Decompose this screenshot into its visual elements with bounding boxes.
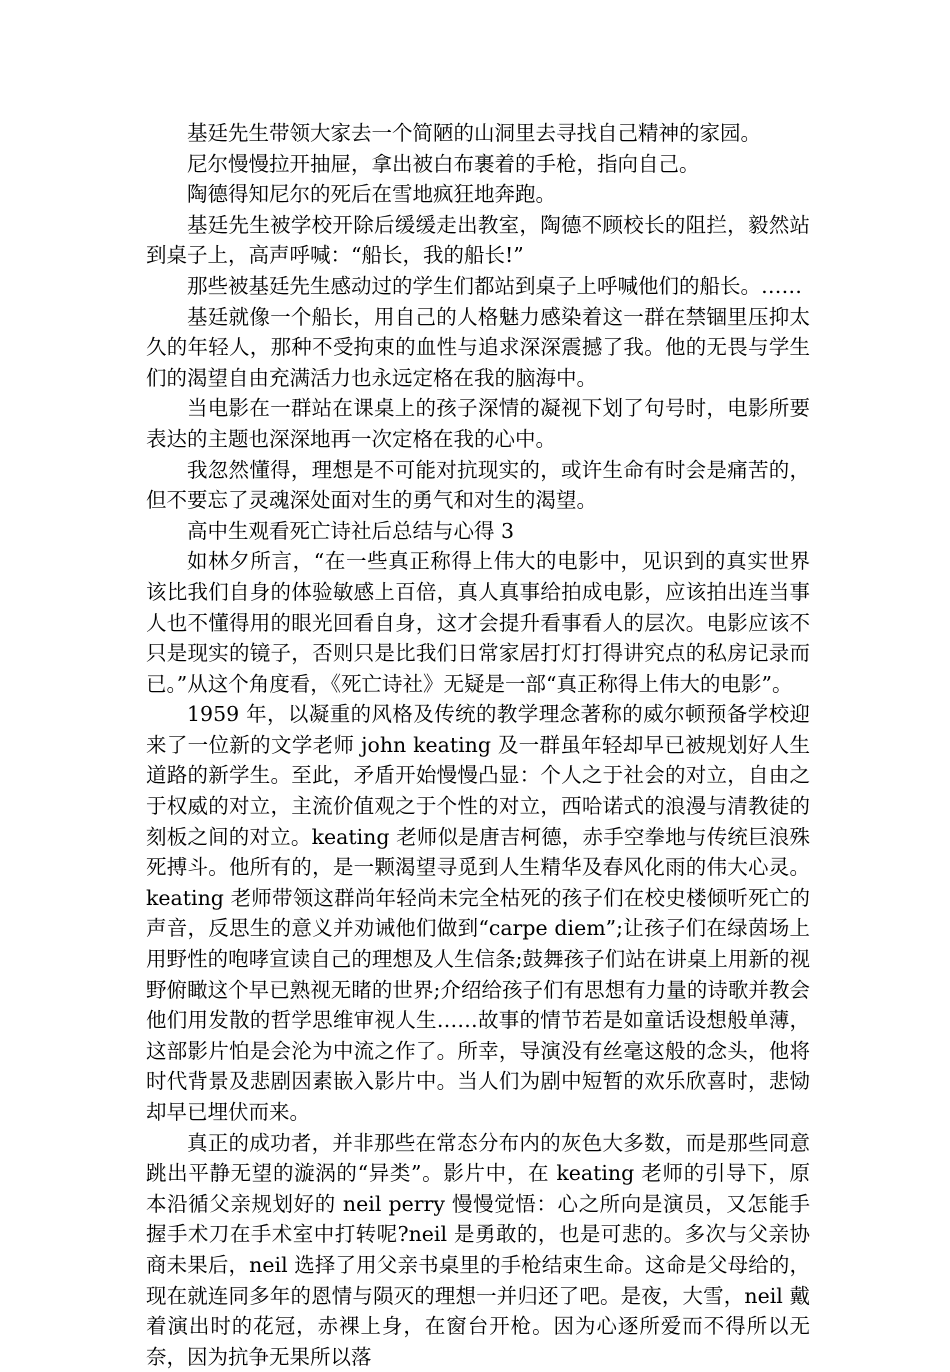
paragraph-film-ending: 当电影在一群站在课桌上的孩子深情的凝视下划了句号时，电影所要表达的主题也深深地再一次定格在我的心中。 xyxy=(146,396,810,451)
section-heading: 高中生观看死亡诗社后总结与心得 3 xyxy=(187,518,515,543)
paragraph-neil-drawer: 尼尔慢慢拉开抽屉，拿出被白布裹着的手枪，指向自己。 xyxy=(187,151,700,176)
paragraph-lin-xi-quote: 如林夕所言，“在一些真正称得上伟大的电影中，见识到的真实世界该比我们自身的体验敏感上百倍，真人真事给拍成电影，应该拍出连当事人也不懂得用的眼光回看自身，这才会提升看事看人的层次。电影应该不只是现实的镜子，否则只是比我们日常家居打灯打得讲究点的私房记录而已。”从这个角度看，《死亡诗社》无疑是一部“真正称得上伟大的电影”。 xyxy=(146,549,810,696)
paragraph-students-desks: 那些被基廷先生感动过的学生们都站到桌子上呼喊他们的船长。…… xyxy=(187,273,802,298)
paragraph-1959: 1959 年，以凝重的风格及传统的教学理念著称的威尔顿预备学校迎来了一位新的文学老师 john keating 及一群虽年轻却早已被规划好人生道路的新学生。至此，矛盾开始慢慢凸显：个人之于社会的对立，自由之于权威的对立，主流价值观之于个性的对立，西哈诺式的浪漫与清教徒的刻板之间的对立。keating 老师似是唐吉柯德，赤手空拳地与传统巨浪殊死搏斗。他所有的，是一颗渴望寻觅到人生精华及春风化雨的伟大心灵。keating 老师带领这群尚年轻尚未完全枯死的孩子们在校史楼倾听死亡的声音，反思生的意义并劝诫他们做到“carpe diem”;让孩子们在绿茵场上用野性的咆哮宣读自己的理想及人生信条;鼓舞孩子们站在讲桌上用新的视野俯瞰这个早已熟视无睹的世界;介绍给孩子们有思想有力量的诗歌并教会他们用发散的哲学思维审视人生……故事的情节若是如童话设想般单薄，这部影片怕是会沦为中流之作了。所幸，导演没有丝毫这般的念头，他将时代背景及悲剧因素嵌入影片中。当人们为剧中短暂的欢乐欣喜时，悲恸却早已埋伏而来。 xyxy=(146,702,810,1124)
paragraph-realization: 我忽然懂得，理想是不可能对抗现实的，或许生命有时会是痛苦的，但不要忘了灵魂深处面对生的勇气和对生的渴望。 xyxy=(146,457,810,513)
paragraph-captain: 基廷先生被学校开除后缓缓走出教室，陶德不顾校长的阻拦，毅然站到桌子上，高声呼喊：“船长，我的船长!” xyxy=(146,212,810,268)
paragraph-keating-charm: 基廷就像一个船长，用自己的人格魅力感染着这一群在禁锢里压抑太久的年轻人，那种不受拘束的血性与追求深深震撼了我。他的无畏与学生们的渴望自由充满活力也永远定格在我的脑海中。 xyxy=(146,304,810,390)
paragraph-true-success: 真正的成功者，并非那些在常态分布内的灰色大多数，而是那些同意跳出平静无望的漩涡的“异类”。影片中，在 keating 老师的引导下，原本沿循父亲规划好的 neil perry 慢慢觉悟：心之所向是演员，又怎能手握手术刀在手术室中打转呢?neil 是勇敢的，也是可悲的。多次与父亲协商未果后，neil 选择了用父亲书桌里的手枪结束生命。这命是父母给的，现在就连同多年的恩情与陨灭的理想一并归还了吧。是夜，大雪，neil 戴着演出时的花冠，赤裸上身，在窗台开枪。因为心逐所爱而不得所以无奈，因为抗争无果所以落 xyxy=(146,1130,810,1369)
paragraph-cave: 基廷先生带领大家去一个简陋的山洞里去寻找自己精神的家园。 xyxy=(187,121,761,145)
paragraph-todd-snow: 陶德得知尼尔的死后在雪地疯狂地奔跑。 xyxy=(187,182,556,207)
document-page xyxy=(146,118,810,1372)
